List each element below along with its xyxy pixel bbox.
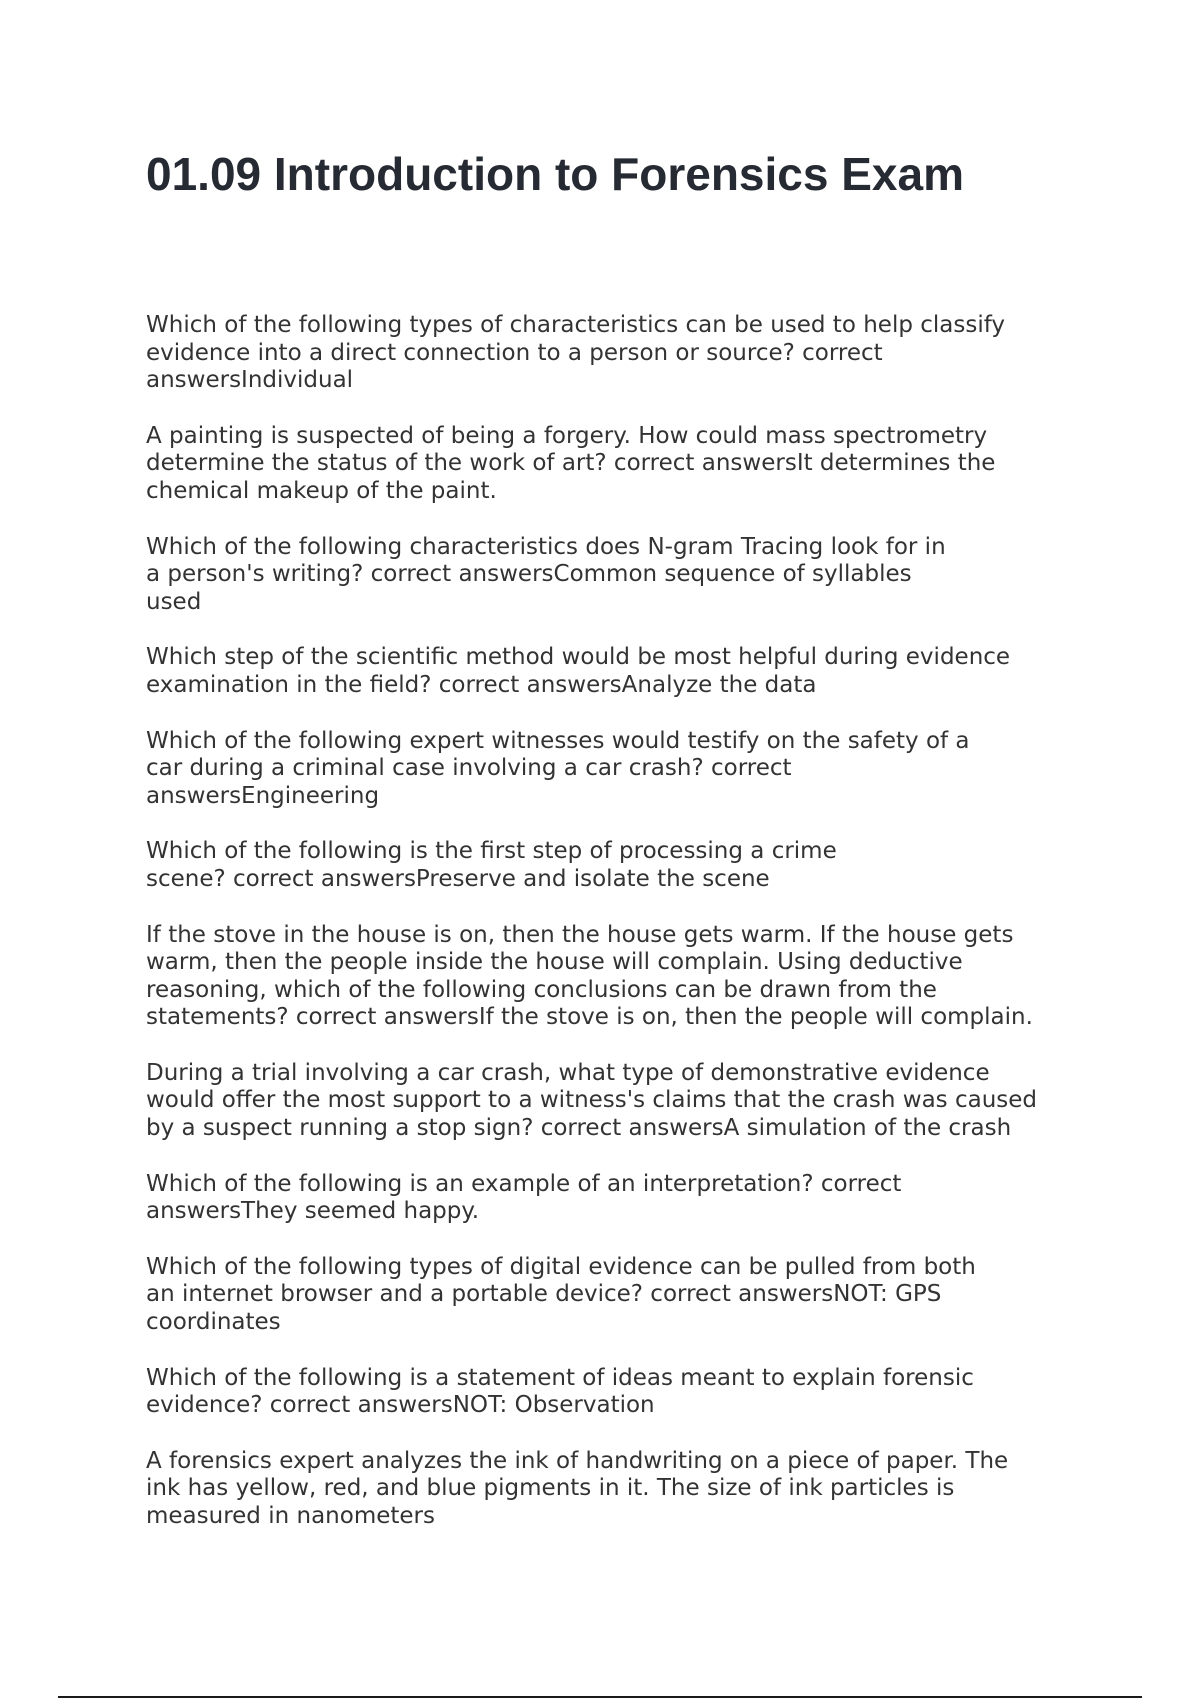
- qa-item: Which of the following is an example of an interpretation? correct answersThey seemed happy.: [146, 1170, 902, 1225]
- qa-item: Which step of the scientific method would be most helpful during evidence examination in the field? correct answersAnalyze the data: [146, 644, 1011, 698]
- qa-item: A painting is suspected of being a forgery. How could mass spectrometry determine the status of the work of art? correct answersIt determines the chemical makeup of the paint.: [146, 422, 996, 504]
- qa-item: Which of the following is a statement of ideas meant to explain forensic evidence? correct answersNOT: Observation: [146, 1364, 974, 1419]
- qa-item: A forensics expert analyzes the ink of handwriting on a piece of paper. The ink has yellow, red, and blue pigments in it. The size of ink particles is measured in nanometers: [146, 1447, 1009, 1529]
- qa-item: Which of the following types of characteristics can be used to help classify evidence into a direct connection to a person or source? correct answersIndividual: [146, 312, 1006, 394]
- qa-item: During a trial involving a car crash, what type of demonstrative evidence would offer the most support to a witness's claims that the crash was caused by a suspect running a stop sign? correct answersA simulation of the crash: [146, 1059, 1038, 1142]
- qa-item: Which of the following expert witnesses would testify on the safety of a car during a criminal case involving a car crash? correct answersEngineering: [146, 727, 970, 809]
- qa-item: Which of the following types of digital evidence can be pulled from both an internet browser and a portable device? correct answersNOT: GPS coordinates: [146, 1253, 976, 1336]
- qa-item: If the stove in the house is on, then the house gets warm. If the house gets warm, then the people inside the house will complain. Using deductive reasoning, which of the following conclusions can be drawn from the statements? correct answersIf the stove is on, then the people will complain.: [146, 921, 1033, 1031]
- qa-item: Which of the following is the first step of processing a crime scene? correct answersPreserve and isolate the scene: [146, 838, 837, 892]
- footer-divider: [58, 1696, 1142, 1698]
- qa-item: Which of the following characteristics does N-gram Tracing look for in a person's writing? correct answersCommon sequence of syllables used: [146, 533, 946, 615]
- document-title: 01.09 Introduction to Forensics Exam: [146, 148, 964, 200]
- question-answer-list: [146, 312, 1086, 1559]
